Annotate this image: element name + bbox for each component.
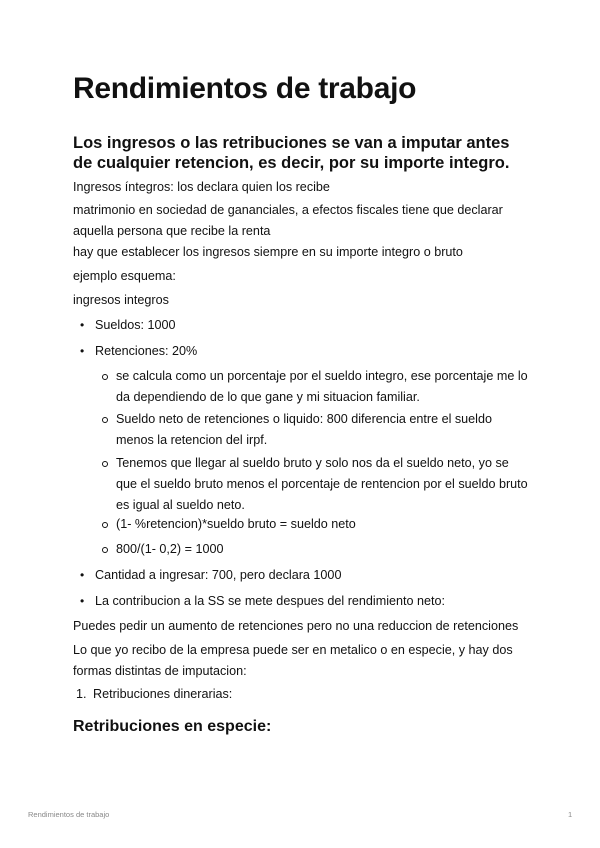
- bullet-icon: •: [80, 594, 85, 608]
- sub-list-item: [116, 366, 531, 408]
- list-item: [80, 591, 446, 612]
- list-item-text: La contribucion a la SS se mete despues del rendimiento neto:: [95, 594, 446, 608]
- page-title: Rendimientos de trabajo: [73, 72, 417, 105]
- bullet-icon: •: [80, 318, 85, 332]
- paragraph-ejemplo: ejemplo esquema:: [73, 269, 176, 283]
- sub-list-item: [116, 409, 531, 451]
- list-item-text: Retenciones: 20%: [95, 344, 198, 358]
- footer-title: Rendimientos de trabajo: [28, 810, 110, 819]
- list-item: [80, 315, 176, 336]
- sub-list-item-text: (1- %retencion)*sueldo bruto = sueldo neto: [116, 517, 356, 531]
- sub-list-item: [116, 453, 531, 516]
- hollow-bullet-icon: [102, 417, 108, 423]
- list-item-text: Sueldos: 1000: [95, 318, 176, 332]
- section-heading-ingresos: Los ingresos o las retribuciones se van a imputar antes de cualquier retencion, es decir, por su importe integro.: [73, 134, 510, 172]
- hollow-bullet-icon: [102, 522, 108, 528]
- list-number: 1.: [76, 687, 87, 701]
- section-heading-especie: Retribuciones en especie:: [73, 718, 272, 735]
- hollow-bullet-icon: [102, 547, 108, 553]
- sub-list-item-text: se calcula como un porcentaje por el sueldo integro, ese porcentaje me lo da dependiendo de lo que gane y mi situacion familiar.: [116, 369, 528, 404]
- list-item: [80, 565, 342, 586]
- ordered-list-item: [76, 684, 233, 705]
- sub-list-item-text: Tenemos que llegar al sueldo bruto y solo nos da el sueldo neto, yo se que el sueldo bruto menos el porcentaje de rentencion por el sueldo bruto es igual al sueldo neto.: [116, 456, 528, 512]
- sub-list-item: [116, 539, 531, 560]
- paragraph-ingresos-integros: Ingresos íntegros: los declara quien los recibe: [73, 180, 330, 194]
- paragraph-ingresos-integros-label: ingresos integros: [73, 293, 169, 307]
- paragraph-metalico-especie: Lo que yo recibo de la empresa puede ser en metalico o en especie, y hay dos formas distintas de imputacion:: [73, 643, 513, 678]
- bullet-icon: •: [80, 568, 85, 582]
- list-item: [80, 341, 198, 362]
- sub-list-item-text: Sueldo neto de retenciones o liquido: 800 diferencia entre el sueldo menos la retencion del irpf.: [116, 412, 492, 447]
- sub-list-item-text: 800/(1- 0,2) = 1000: [116, 542, 224, 556]
- list-item-text: Cantidad a ingresar: 700, pero declara 1000: [95, 568, 342, 582]
- ordered-list-item-text: Retribuciones dinerarias:: [93, 687, 233, 701]
- hollow-bullet-icon: [102, 374, 108, 380]
- hollow-bullet-icon: [102, 461, 108, 467]
- paragraph-importe-integro: hay que establecer los ingresos siempre en su importe integro o bruto: [73, 245, 463, 259]
- bullet-icon: •: [80, 344, 85, 358]
- paragraph-retenciones: Puedes pedir un aumento de retenciones pero no una reduccion de retenciones: [73, 619, 519, 633]
- footer-page-number: 1: [568, 810, 573, 819]
- sub-list-item: [116, 514, 531, 535]
- paragraph-matrimonio: matrimonio en sociedad de gananciales, a efectos fiscales tiene que declarar aquella persona que recibe la renta: [73, 203, 503, 238]
